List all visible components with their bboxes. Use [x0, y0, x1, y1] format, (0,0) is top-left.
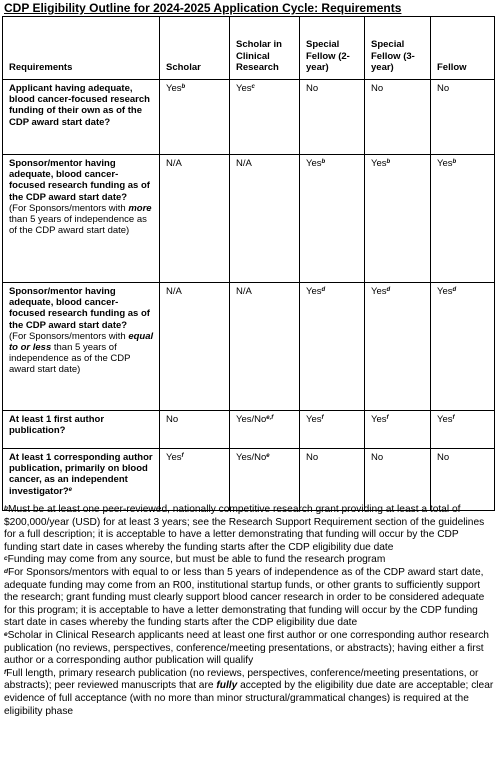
- value-cell: [431, 411, 495, 449]
- requirement-text: Applicant having adequate, blood cancer-focused research funding of their own as of the CDP award start date?: [9, 83, 150, 128]
- cell-value: Yes: [166, 83, 182, 94]
- value-cell: [365, 155, 431, 283]
- cell-value: N/A: [166, 158, 182, 169]
- column-header-special-fellow-3yr: Special Fellow (3-year): [365, 17, 431, 80]
- value-cell: [160, 449, 230, 511]
- footnote-text: Full length, primary research publication (no reviews, perspectives, conference/meeting presentations, or abstracts); peer reviewed manuscripts that are: [4, 667, 479, 692]
- footnote-mark: f: [4, 668, 7, 676]
- value-cell: [160, 411, 230, 449]
- table-header-row: [3, 17, 495, 80]
- value-cell: [431, 283, 495, 411]
- note-text: (For Sponsors/mentors with: [9, 330, 129, 342]
- cell-value: No: [306, 83, 319, 94]
- requirement-text: Sponsor/mentor having adequate, blood cancer-focused research funding as of the CDP award start date?: [9, 158, 150, 203]
- cell-value: Yes: [371, 286, 387, 297]
- column-header-scholar: Scholar: [160, 17, 230, 80]
- table-row: [3, 155, 495, 283]
- cell-value: Yes: [437, 286, 453, 297]
- cell-value: Yes: [306, 414, 322, 425]
- requirement-cell: [3, 80, 160, 155]
- value-cell: [365, 411, 431, 449]
- footnote: [4, 554, 494, 567]
- footnote-ref: e: [266, 453, 270, 459]
- footnote-ref: d: [321, 287, 326, 293]
- footnote-ref: c: [251, 84, 255, 90]
- value-cell: [230, 80, 300, 155]
- value-cell: [300, 411, 365, 449]
- cell-value: N/A: [166, 286, 182, 297]
- footnote-ref: f: [321, 415, 324, 421]
- note-emphasis: more: [128, 202, 152, 214]
- value-cell: [160, 283, 230, 411]
- table-row: [3, 449, 495, 511]
- requirement-cell: [3, 411, 160, 449]
- footnote-mark: c: [4, 555, 8, 563]
- note-text: than 5 years of independence as of the CDP award start date): [9, 342, 131, 376]
- cell-value: Yes: [437, 414, 453, 425]
- table-row: [3, 283, 495, 411]
- cell-value: Yes: [236, 83, 252, 94]
- value-cell: [230, 411, 300, 449]
- requirement-note: [9, 203, 154, 237]
- cell-value: Yes: [306, 158, 322, 169]
- note-emphasis: equal to or less: [9, 330, 154, 354]
- cell-value: Yes/No: [236, 452, 267, 463]
- cell-value: No: [166, 414, 179, 425]
- cell-value: No: [306, 452, 319, 463]
- column-header-scholar-clinical: Scholar in Clinical Research: [230, 17, 300, 80]
- footnote-ref: d: [386, 287, 391, 293]
- footnote-ref: b: [321, 159, 326, 165]
- requirement-text: At least 1 first author publication?: [9, 414, 105, 437]
- note-text: than 5 years of independence as of the CDP award start date): [9, 214, 147, 237]
- footnote-text: Must be at least one peer-reviewed, nationally competitive research grant providing at least a total of $200,000/year (USD) for at least 3 years; see the Research Support Requirement section of the guidelines for a full description; it is acceptable to have a letter demonstrating that funding will occur by the CDP funding start date in cases whereby the funding starts after the CDP eligibility due date: [4, 504, 485, 553]
- cell-value: No: [437, 452, 450, 463]
- footnote: [4, 567, 494, 630]
- footnote-text: Scholar in Clinical Research applicants need at least one first author or one corresponding author research publication (no reviews, perspectives, conference/meeting presentations, or abstracts); having either a first author or a corresponding author publication will qualify: [4, 629, 489, 667]
- footnote: [4, 668, 494, 718]
- requirement-text: At least 1 corresponding author publication, primarily on blood cancer, as an independent investigator?: [9, 452, 153, 497]
- footnote-ref: e: [68, 486, 72, 493]
- footnote-ref: d: [452, 287, 457, 293]
- footnotes: [4, 504, 494, 718]
- footnote-mark: e: [4, 630, 8, 638]
- value-cell: [300, 449, 365, 511]
- column-header-requirements: Requirements: [3, 17, 160, 80]
- document-title: CDP Eligibility Outline for 2024-2025 Application Cycle: Requirements: [4, 1, 402, 15]
- value-cell: [365, 80, 431, 155]
- footnote-ref: b: [386, 159, 391, 165]
- value-cell: [431, 155, 495, 283]
- value-cell: [431, 449, 495, 511]
- requirement-cell: [3, 283, 160, 411]
- requirement-cell: [3, 155, 160, 283]
- footnote-ref: f: [181, 453, 184, 459]
- note-text: (For Sponsors/mentors with: [9, 202, 129, 214]
- footnote-mark: b: [4, 505, 8, 512]
- value-cell: [230, 449, 300, 511]
- footnote-ref: e,f: [266, 415, 274, 421]
- column-header-special-fellow-2yr: Special Fellow (2-year): [300, 17, 365, 80]
- footnote-ref: f: [386, 415, 389, 421]
- footnote-ref: b: [181, 84, 186, 90]
- value-cell: [300, 80, 365, 155]
- footnote-ref: b: [452, 159, 457, 165]
- cell-value: No: [371, 452, 384, 463]
- value-cell: [160, 80, 230, 155]
- cell-value: Yes/No: [236, 414, 267, 425]
- eligibility-table: [2, 16, 495, 511]
- value-cell: [300, 283, 365, 411]
- value-cell: [230, 283, 300, 411]
- cell-value: Yes: [371, 414, 387, 425]
- cell-value: Yes: [371, 158, 387, 169]
- footnote-text: Funding may come from any source, but must be able to fund the research program: [7, 554, 386, 566]
- footnote-text: For Sponsors/mentors with equal to or less than 5 years of independence as of the CDP award start date, adequate funding may come from an R00, institutional startup funds, or other grants to sufficiently support the research; grant funding must clearly support blood cancer research in order to be considered adequate for this program; it is acceptable to have a letter demonstrating that funding will occur by the CDP funding start date in cases whereby the funding starts after the CDP eligibility due date: [4, 566, 485, 629]
- cell-value: No: [371, 83, 384, 94]
- requirement-cell: [3, 449, 160, 511]
- cell-value: N/A: [236, 286, 252, 297]
- table-row: [3, 80, 495, 155]
- column-header-fellow: Fellow: [431, 17, 495, 80]
- cell-value: N/A: [236, 158, 252, 169]
- footnote-emphasis: fully: [216, 680, 238, 692]
- cell-value: Yes: [166, 452, 182, 463]
- footnote-ref: f: [452, 415, 455, 421]
- value-cell: [431, 80, 495, 155]
- value-cell: [160, 155, 230, 283]
- footnote-mark: d: [4, 567, 8, 575]
- table-row: [3, 411, 495, 449]
- footnote-text: accepted by the eligibility due date are acceptable; clear evidence of full acceptance (with no more than minor structural/grammatical changes) is required at the eligibility phase: [4, 680, 494, 717]
- requirement-note: [9, 331, 154, 376]
- value-cell: [365, 283, 431, 411]
- cell-value: Yes: [437, 158, 453, 169]
- cell-value: Yes: [306, 286, 322, 297]
- requirement-text: Sponsor/mentor having adequate, blood cancer-focused research funding as of the CDP award start date?: [9, 286, 150, 331]
- value-cell: [300, 155, 365, 283]
- cell-value: No: [437, 83, 450, 94]
- footnote: [4, 630, 494, 668]
- footnote: [4, 504, 494, 554]
- value-cell: [365, 449, 431, 511]
- value-cell: [230, 155, 300, 283]
